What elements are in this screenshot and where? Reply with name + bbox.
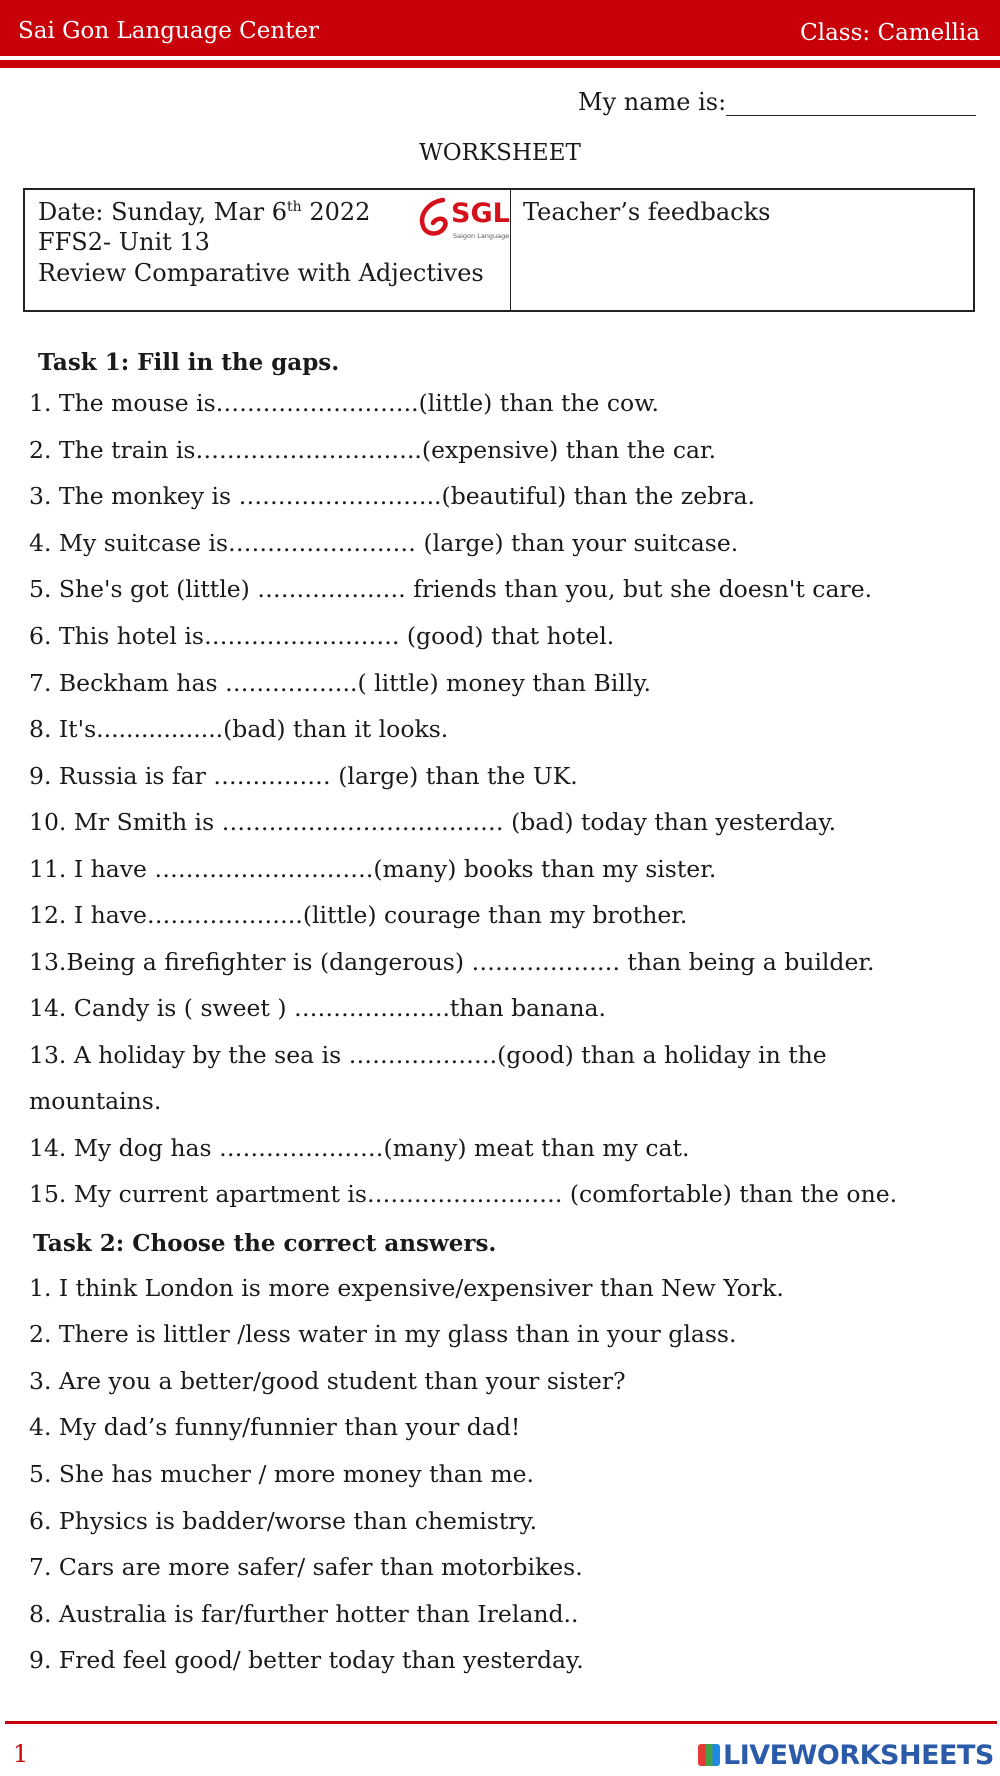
- task2-title: Task 2: Choose the correct answers.: [33, 1230, 497, 1257]
- lesson-course: FFS2- Unit 13: [38, 228, 210, 256]
- task2-item: 9. Fred feel good/ better today than yesterday.: [29, 1646, 584, 1674]
- task1-item: 8. It's.................(bad) than it looks.: [29, 715, 449, 743]
- name-row: [578, 88, 976, 116]
- page-number: 1: [13, 1740, 29, 1768]
- logo-text: SGL: [451, 198, 510, 229]
- info-box: [23, 188, 975, 312]
- task1-item: 1. The mouse is……………………..(little) than the cow.: [29, 389, 660, 417]
- worksheet-title: WORKSHEET: [419, 140, 581, 166]
- page-header: [0, 0, 1000, 56]
- liveworksheets-icon: [698, 1744, 720, 1766]
- task2-item: 7. Cars are more safer/ safer than motorbikes.: [29, 1553, 583, 1581]
- task1-item: 7. Beckham has ……………..( little) money than Billy.: [29, 669, 651, 697]
- sgl-logo-icon: [415, 196, 455, 240]
- sgl-logo: [415, 196, 510, 244]
- task1-item: 12. I have………………..(little) courage than my brother.: [29, 901, 688, 929]
- organization-name: Sai Gon Language Center: [18, 18, 320, 44]
- lesson-date: Date: Sunday, Mar 6th 2022: [38, 198, 371, 226]
- lesson-info: [25, 190, 511, 310]
- liveworksheets-brand[interactable]: [698, 1740, 994, 1771]
- task1-item: 14. Candy is ( sweet ) ………………..than banana.: [29, 994, 606, 1022]
- task2-item: 6. Physics is badder/worse than chemistry.: [29, 1507, 538, 1535]
- task2-item: 2. There is littler /less water in my glass than in your glass.: [29, 1320, 737, 1348]
- name-blank-field[interactable]: [726, 93, 976, 116]
- task1-item: 15. My current apartment is……………………. (comfortable) than the one.: [29, 1180, 898, 1208]
- task2-item: 4. My dad’s funny/funnier than your dad!: [29, 1413, 521, 1441]
- task1-item: 6. This hotel is……………………. (good) that hotel.: [29, 622, 615, 650]
- footer-divider: [5, 1721, 997, 1724]
- task1-item: 14. My dog has …………………(many) meat than my cat.: [29, 1134, 690, 1162]
- class-label: Class: Camellia: [800, 20, 980, 46]
- brand-text: LIVEWORKSHEETS: [723, 1740, 994, 1771]
- task1-item: 11. I have ……………………….(many) books than my sister.: [29, 855, 717, 883]
- task2-item: 5. She has mucher / more money than me.: [29, 1460, 535, 1488]
- task1-title: Task 1: Fill in the gaps.: [38, 349, 340, 376]
- task1-item: mountains.: [29, 1087, 162, 1115]
- header-bottom-bar: [0, 60, 1000, 68]
- task2-item: 8. Australia is far/further hotter than Ireland..: [29, 1600, 579, 1628]
- task1-item: 3. The monkey is ……………………..(beautiful) than the zebra.: [29, 482, 755, 510]
- teacher-feedback-label: Teacher’s feedbacks: [523, 198, 771, 226]
- task1-item: 13.Being a firefighter is (dangerous) ………………. than being a builder.: [29, 948, 875, 976]
- lesson-topic: Review Comparative with Adjectives: [38, 259, 484, 287]
- task1-item: 4. My suitcase is…………………… (large) than your suitcase.: [29, 529, 739, 557]
- task1-item: 2. The train is………………………..(expensive) than the car.: [29, 436, 717, 464]
- name-label: My name is:: [578, 88, 727, 116]
- logo-subtext: Saigon Language: [453, 232, 510, 240]
- task1-item: 10. Mr Smith is ……………………………… (bad) today than yesterday.: [29, 808, 837, 836]
- task2-item: 3. Are you a better/good student than your sister?: [29, 1367, 626, 1395]
- task1-item: 13. A holiday by the sea is ……………….(good) than a holiday in the: [29, 1041, 827, 1069]
- task1-item: 9. Russia is far …………… (large) than the UK.: [29, 762, 578, 790]
- task2-item: 1. I think London is more expensive/expensiver than New York.: [29, 1274, 784, 1302]
- task1-item: 5. She's got (little) ………………. friends than you, but she doesn't care.: [29, 575, 873, 603]
